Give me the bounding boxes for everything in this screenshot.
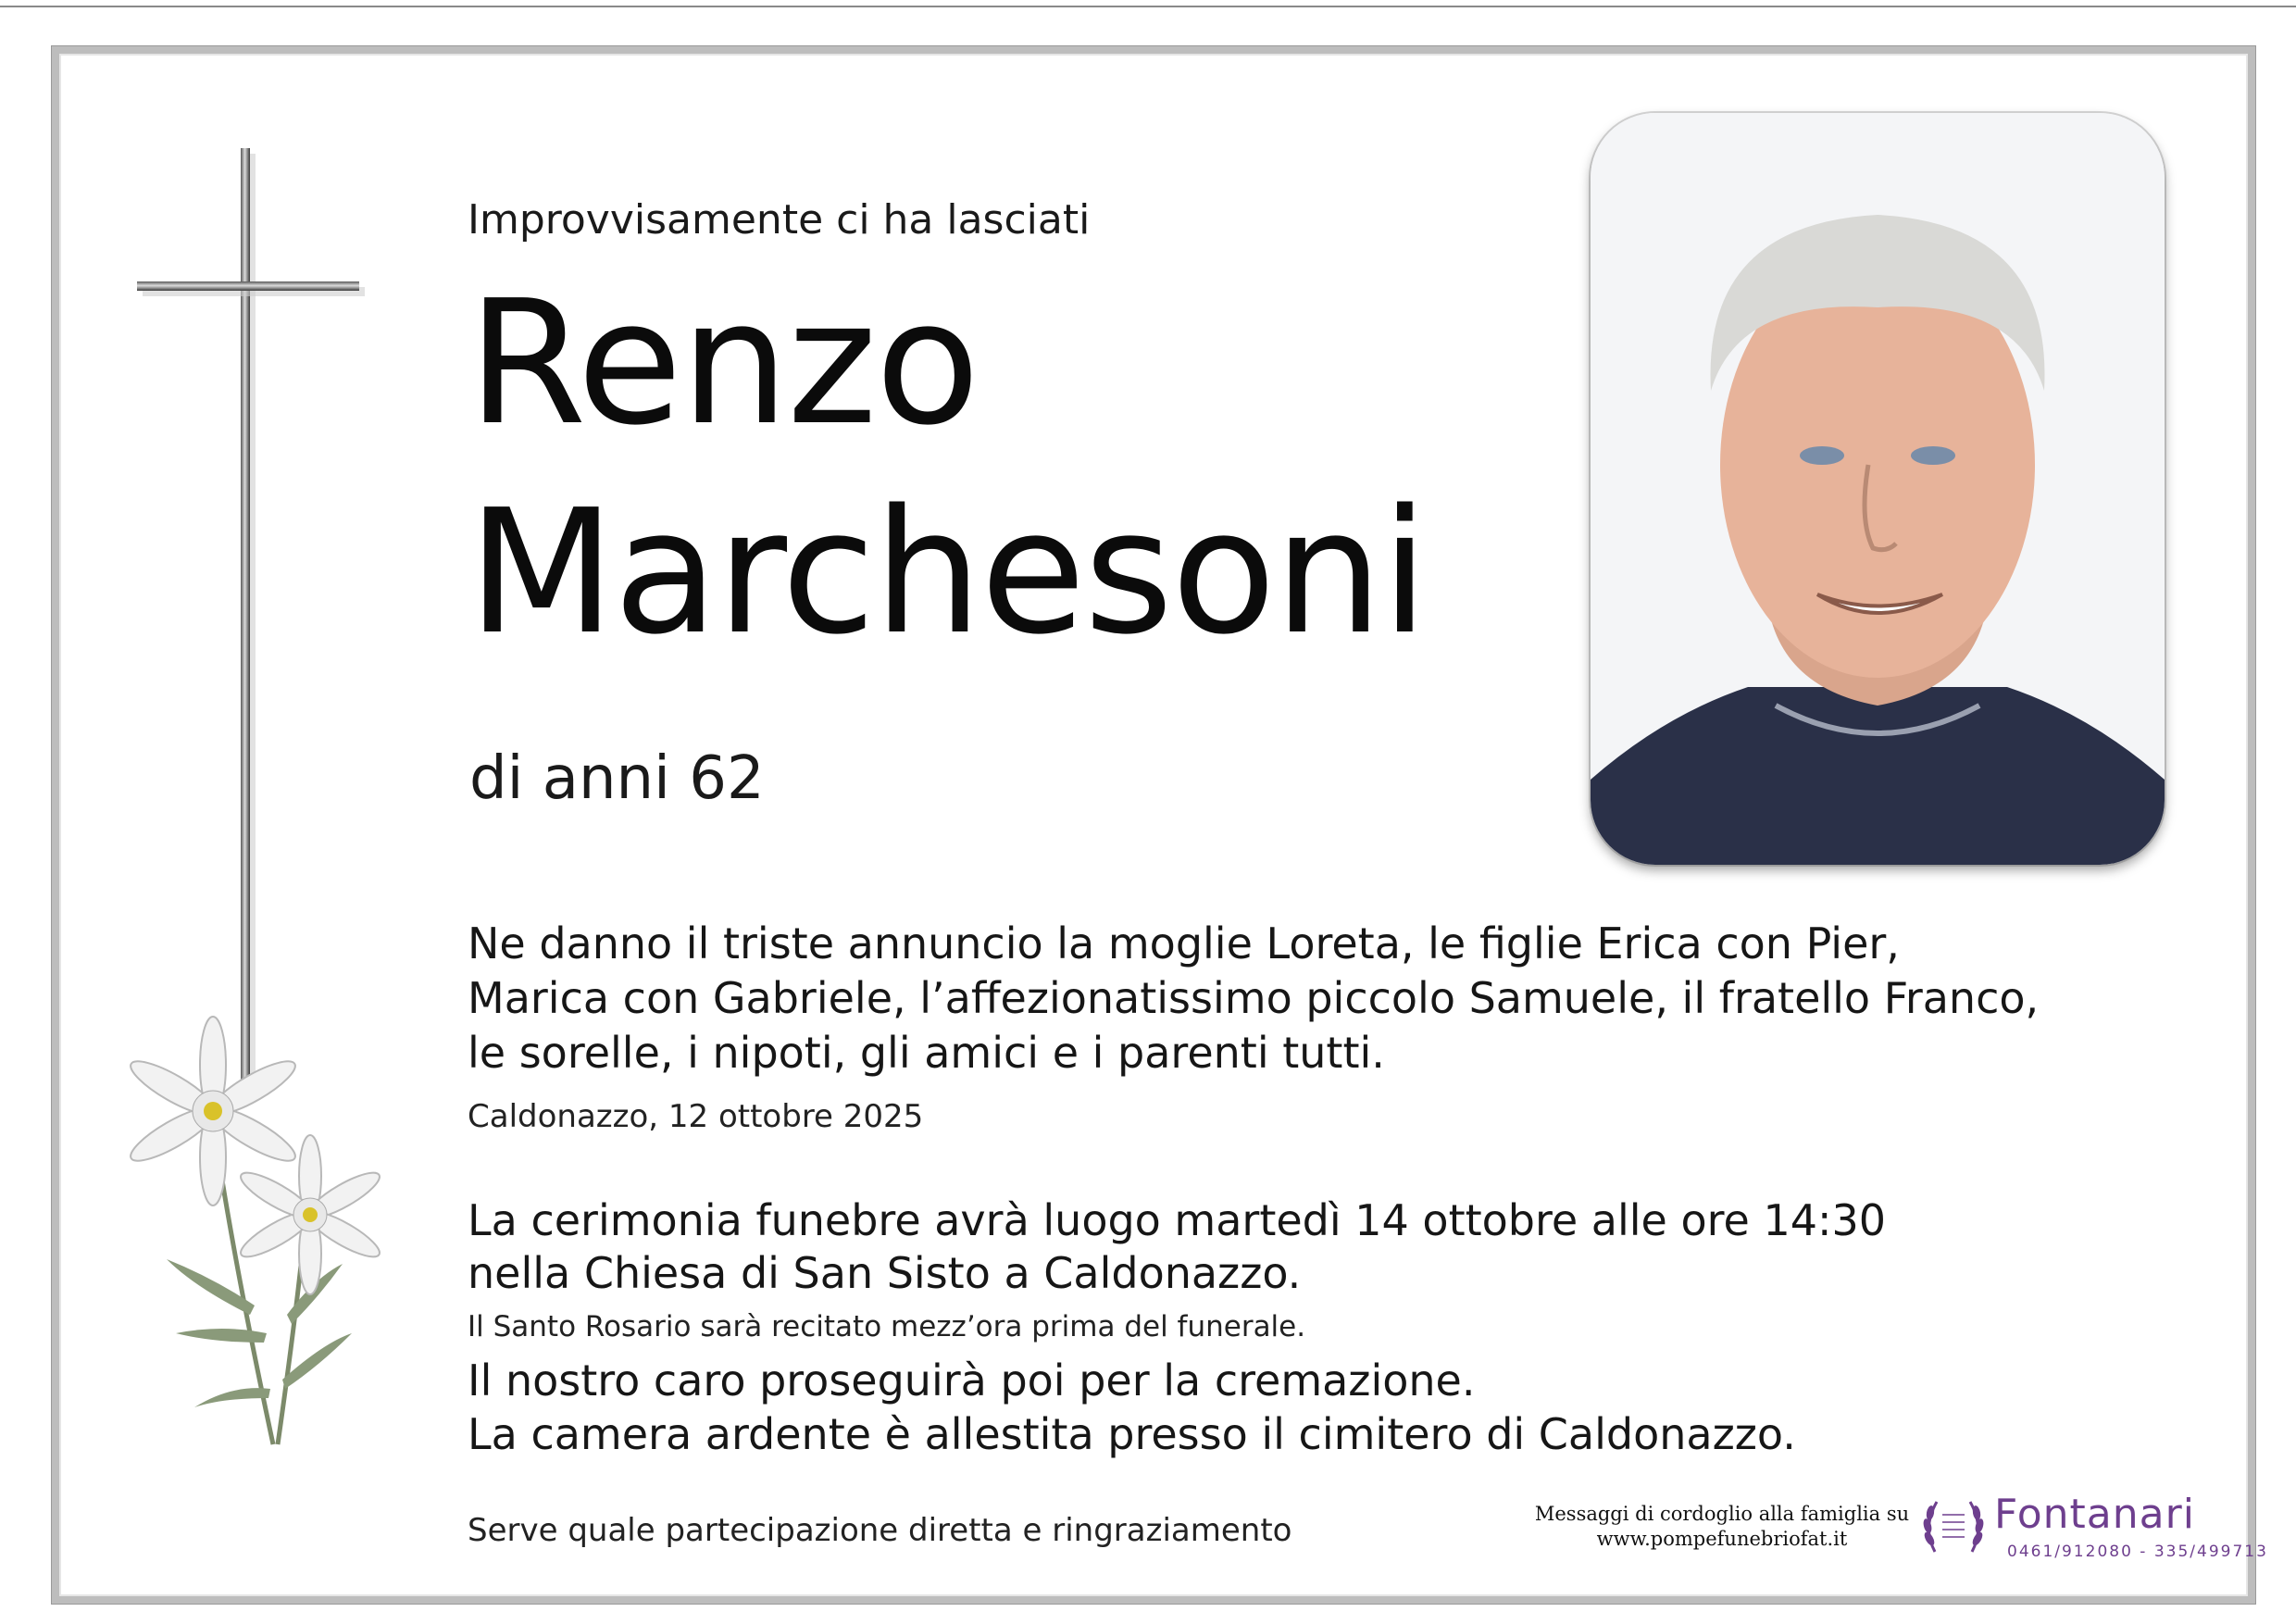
last-name: Marchesoni bbox=[468, 472, 1427, 672]
ceremony-line: La cerimonia funebre avrà luogo martedì 14 ottobre alle ore 14:30 bbox=[468, 1195, 1887, 1245]
announcement bbox=[468, 917, 2097, 1081]
edelweiss-flowers bbox=[111, 1009, 407, 1454]
logo-name: Fontanari bbox=[1994, 1491, 2195, 1538]
place-date: Caldonazzo, 12 ottobre 2025 bbox=[468, 1098, 924, 1135]
intro-text: Improvvisamente ci ha lasciati bbox=[468, 196, 1091, 244]
after-line: La camera ardente è allestita presso il cimitero di Caldonazzo. bbox=[468, 1409, 1796, 1459]
first-name: Renzo bbox=[468, 263, 979, 463]
condolences-url[interactable]: www.pompefunebriofat.it bbox=[1596, 1528, 1848, 1550]
top-rule bbox=[0, 6, 2296, 7]
logo-phone: 0461/912080 - 335/499713 bbox=[2007, 1543, 2268, 1561]
fontanari-logo bbox=[1918, 1491, 2268, 1565]
after-info bbox=[468, 1354, 1796, 1461]
fontanari-logo-emblem bbox=[1918, 1491, 1989, 1561]
portrait-photo bbox=[1591, 113, 2165, 865]
ceremony-line: nella Chiesa di San Sisto a Caldonazzo. bbox=[468, 1248, 1302, 1298]
cross-icon bbox=[137, 148, 368, 1093]
ceremony-info bbox=[468, 1194, 1886, 1300]
serve-text: Serve quale partecipazione diretta e ringraziamento bbox=[468, 1512, 1292, 1549]
condolences-line: Messaggi di cordoglio alla famiglia su bbox=[1534, 1503, 1910, 1525]
after-line: Il nostro caro proseguirà poi per la cremazione. bbox=[468, 1355, 1476, 1405]
announcement-line: Marica con Gabriele, l’affezionatissimo piccolo Samuele, il fratello Franco, bbox=[468, 973, 2040, 1023]
announcement-line: Ne danno il triste annuncio la moglie Loreta, le figlie Erica con Pier, bbox=[468, 918, 1900, 968]
announcement-line: le sorelle, i nipoti, gli amici e i parenti tutti. bbox=[468, 1028, 1385, 1078]
age-text: di anni 62 bbox=[469, 744, 765, 813]
rosario-note: Il Santo Rosario sarà recitato mezz’ora prima del funerale. bbox=[468, 1310, 1306, 1343]
condolences-note bbox=[1518, 1502, 1926, 1552]
